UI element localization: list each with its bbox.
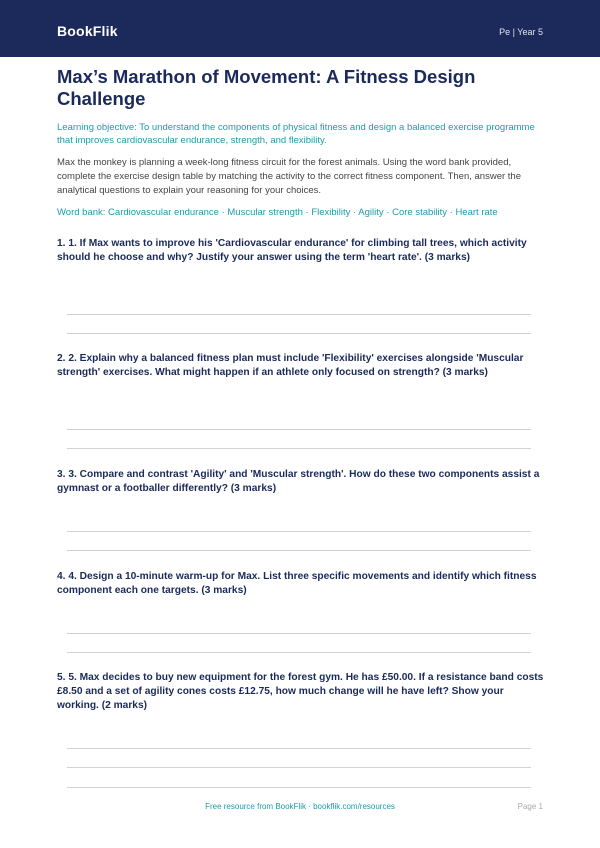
page-number: Page 1 <box>517 802 543 811</box>
question-5: 5. 5. Max decides to buy new equipment for the forest gym. He has £50.00. If a resistance band costs £8.50 and a set of agility cones costs £12.75, how much change will he have left? Show your working. (2 marks) <box>57 672 544 711</box>
question-4: 4. 4. Design a 10-minute warm-up for Max. List three specific movements and identify which fitness component each one targets. (3 marks) <box>57 571 537 596</box>
answer-line[interactable] <box>67 448 531 449</box>
page-header <box>0 0 600 57</box>
answer-line[interactable] <box>67 767 531 768</box>
answer-line[interactable] <box>67 748 531 749</box>
answer-line[interactable] <box>67 314 531 315</box>
word-bank: Word bank: Cardiovascular endurance · Muscular strength · Flexibility · Agility · Core stability · Heart rate <box>57 207 498 218</box>
learning-objective: Learning objective: To understand the components of physical fitness and design a balanced exercise programme that improves cardiovascular endurance, strength, and flexibility. <box>57 122 535 146</box>
question-2: 2. 2. Explain why a balanced fitness plan must include 'Flexibility' exercises alongside 'Muscular strength' exercises. What might happen if an athlete only focused on strength? (3 marks) <box>57 353 524 378</box>
answer-line[interactable] <box>67 550 531 551</box>
answer-line[interactable] <box>67 787 531 788</box>
worksheet-title: Max’s Marathon of Movement: A Fitness Design Challenge <box>57 66 476 109</box>
answer-line[interactable] <box>67 333 531 334</box>
answer-line[interactable] <box>67 633 531 634</box>
answer-line[interactable] <box>67 429 531 430</box>
brand-logo[interactable]: BookFlik <box>57 23 118 39</box>
question-1: 1. 1. If Max wants to improve his 'Cardiovascular endurance' for climbing tall trees, which activity should he choose and why? Justify your answer using the term 'heart rate'. (3 marks) <box>57 238 527 263</box>
answer-line[interactable] <box>67 531 531 532</box>
footer-source[interactable]: Free resource from BookFlik · bookflik.com/resources <box>205 802 395 811</box>
answer-line[interactable] <box>67 652 531 653</box>
question-3: 3. 3. Compare and contrast 'Agility' and 'Muscular strength'. How do these two components assist a gymnast or a footballer differently? (3 marks) <box>57 469 540 494</box>
intro-paragraph: Max the monkey is planning a week-long fitness circuit for the forest animals. Using the word bank provided, complete the exercise design table by matching the activity to the correct fitness component. Then, answer the analytical questions to explain your reasoning for your choices. <box>57 157 521 196</box>
subject-year-label: Pe | Year 5 <box>499 27 543 37</box>
